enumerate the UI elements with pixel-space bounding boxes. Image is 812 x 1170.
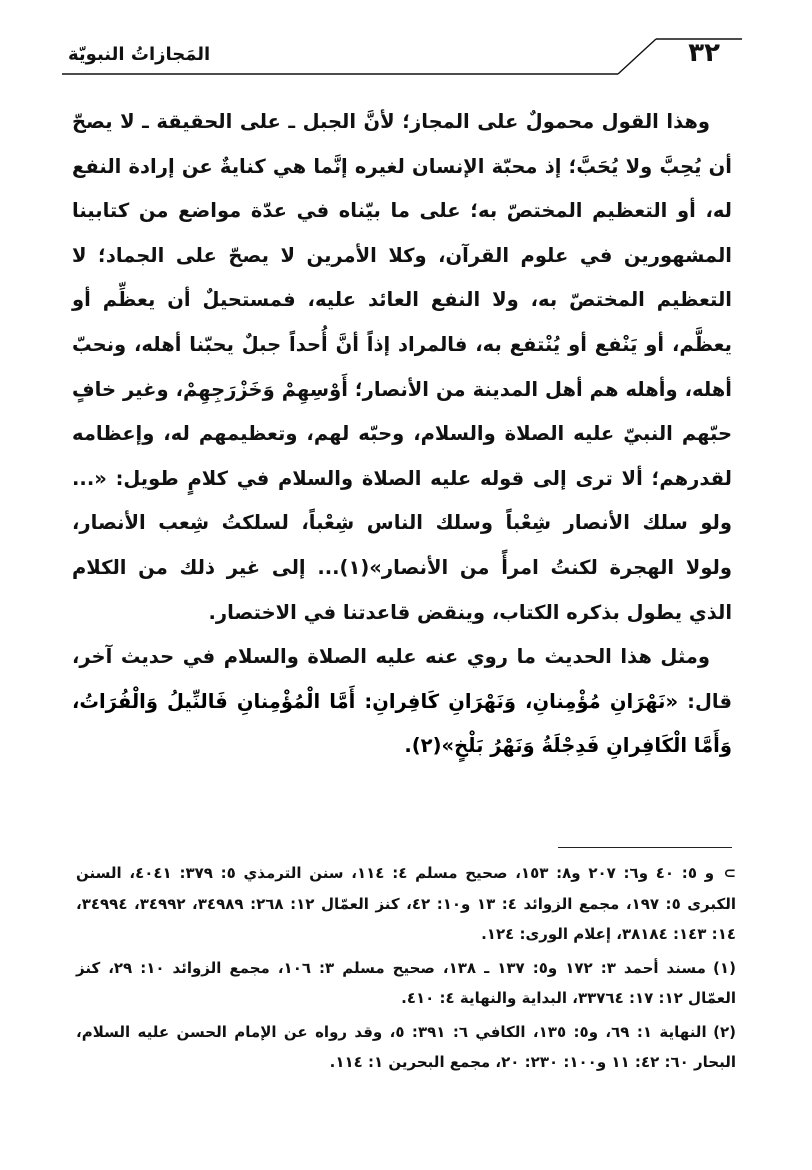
footnote-continued [76,858,736,950]
running-title: المَجازاتُ النبويّة [68,44,211,65]
footnote-marker: (٢) [713,1022,737,1041]
paragraph-2 [72,635,732,769]
paragraph-2-intro: ومثل هذا الحديث ما روي عنه عليه الصلاة والسلام في حديث آخر، قال: [72,645,732,713]
footnote-divider [558,847,732,848]
page-header [62,36,742,76]
hadith-quote: «نَهْرَانِ مُؤْمِنانِ، وَنَهْرَانِ كَافِرانِ: أَمَّا الْمُؤْمِنانِ فَالنِّيلُ وَالْفُرَاتُ، وَأَمَّا الْكَافِرانِ فَدِجْلَةُ وَنَهْرُ بَلْخٍ»(٢). [72,689,732,758]
footnote-text: و ٥: ٤٠ و٦: ٢٠٧ و٨: ١٥٣، صحيح مسلم ٤: ١١٤، سنن الترمذي ٥: ٣٧٩: ٤٠٤١، السنن الكبرى ٥: ١٩٧، مجمع الزوائد ٤: ١٣ و١٠: ٤٢، كنز العمّال ١٢: ٢٦٨: ٣٤٩٨٩، ٣٤٩٩٢، ٣٤٩٩٤، ١٤: ١٤٣: ٣٨١٨٤، إعلام الورى: ١٢٤. [76,864,736,943]
footnote-marker: (١) [713,958,736,977]
footnotes [76,858,736,1081]
paragraph-1: وهذا القول محمولٌ على المجاز؛ لأنَّ الجبل ـ على الحقيقة ـ لا يصحّ أن يُحِبَّ ولا يُحَبَّ؛ إذ محبّة الإنسان لغيره إنَّما هي كنايةٌ عن إرادة النفع له، أو التعظيم المختصّ به؛ على ما بيّناه في عدّة مواضع من كتابينا المشهورين في علوم القرآن، وكلا الأمرين لا يصحّ على الجماد؛ لا التعظيم المختصّ به، ولا النفع العائد عليه، فمستحيلٌ أن يعظِّم أو يعظَّم، أو يَنْفع أو يُنْتفع به، فالمراد إذاً أنَّ أُحداً جبلٌ يحبّنا أهله، ونحبّ أهله، وأهله هم أهل المدينة من الأنصار؛ أَوْسِهِمْ وَخَزْرَجِهِمْ، وغير خافٍ حبّهم النبيّ عليه الصلاة والسلام، وحبّه لهم، وتعظيمهم له، وإعظامه لقدرهم؛ ألا ترى إلى قوله عليه الصلاة والسلام في كلامٍ طويل: «... ولو سلك الأنصار شِعْباً وسلك الناس شِعْباً، لسلكتُ شِعب الأنصار، ولولا الهجرة لكنتُ امرأً من الأنصار»(١)... إلى غير ذلك من الكلام الذي يطول بذكره الكتاب، وينقض قاعدتنا في الاختصار. [72,110,732,624]
continuation-icon: ⊃ [723,864,737,882]
page-number: ٣٢ [688,38,720,68]
footnote-text: النهاية ١: ٦٩، و٥: ١٣٥، الكافي ٦: ٣٩١: ٥، وقد رواه عن الإمام الحسن عليه السلام، البحار ٦٠: ٤٢: ١١ و١٠٠: ٢٣٠: ٢٠، مجمع البحرين ١: ١١٤. [76,1022,736,1071]
footnote-2 [76,1017,736,1078]
footnote-text: مسند أحمد ٣: ١٧٢ و٥: ١٣٧ ـ ١٣٨، صحيح مسلم ٣: ١٠٦، مجمع الزوائد ١٠: ٢٩، كنز العمّال ١٢: ١٧: ٣٣٧٦٤، البداية والنهاية ٤: ٤١٠. [76,958,736,1007]
main-text [72,100,732,769]
footnote-1 [76,953,736,1014]
